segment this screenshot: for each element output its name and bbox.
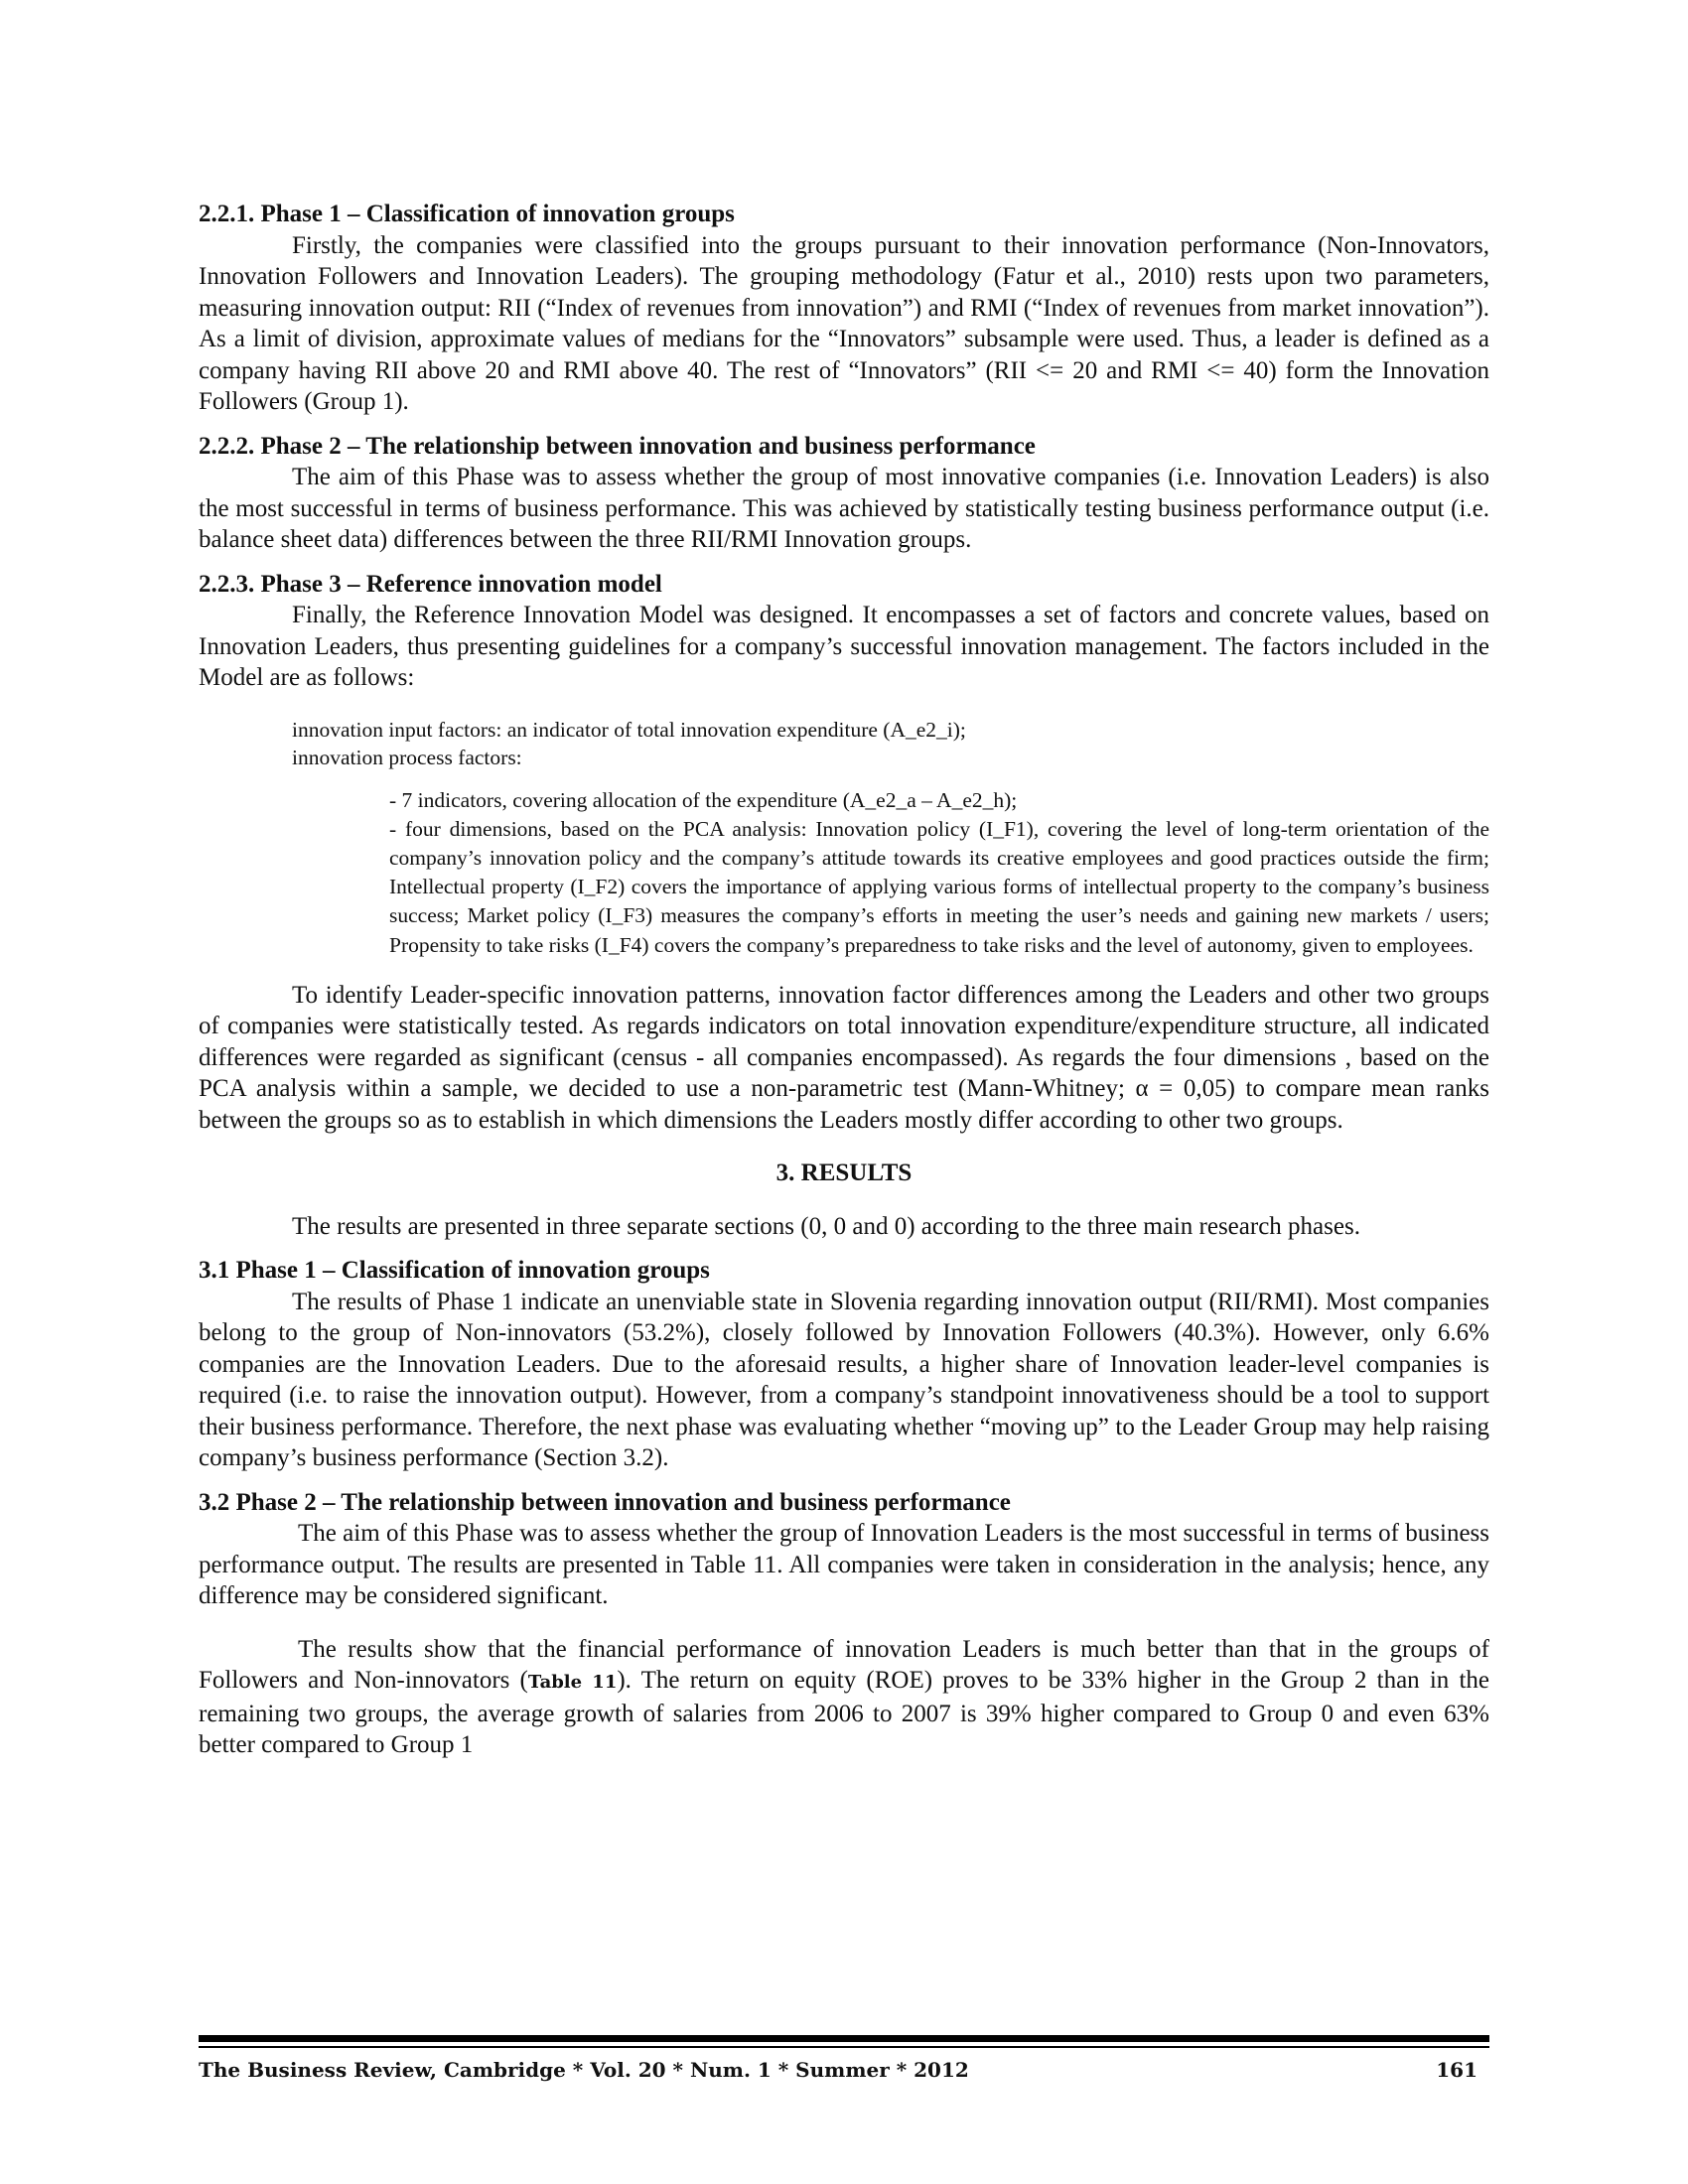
journal-citation: The Business Review, Cambridge * Vol. 20 * Num. 1 * Summer * 2012 bbox=[199, 2058, 969, 2082]
footer-rule bbox=[199, 2046, 1489, 2048]
footer-rule bbox=[199, 2035, 1489, 2042]
page-footer bbox=[199, 2058, 1489, 2094]
paragraph-2-2-3: Finally, the Reference Innovation Model was designed. It encompasses a set of factors and concrete values, based on Innovation Leaders, thus presenting guidelines for a company’s successful innovation management. The factors included in the Model are as follows: bbox=[199, 602, 1489, 691]
paragraph-method-closing: To identify Leader-specific innovation patterns, innovation factor differences among the Leaders and other two groups of companies were statistically tested. As regards indicators on total innovation expenditure/expenditure structure, all indicated differences were regarded as significant (census - all companies encompassed). As regards the four dimensions , based on the PCA analysis within a sample, we decided to use a non-parametric test (Mann-Whitney; α = 0,05) to compare mean ranks between the groups so as to establish in which dimensions the Leaders mostly differ according to other two groups. bbox=[199, 981, 1489, 1134]
section-heading-3-2: 3.2 Phase 2 – The relationship between innovation and business performance bbox=[199, 1488, 1011, 1516]
section-heading-3-1: 3.1 Phase 1 – Classification of innovation groups bbox=[199, 1257, 710, 1285]
section-heading-2-2-2: 2.2.2. Phase 2 – The relationship between innovation and business performance bbox=[199, 432, 1036, 460]
paragraph-2-2-1: Firstly, the companies were classified into the groups pursuant to their innovation performance (Non-Innovators, Innovation Followers and Innovation Leaders). The grouping methodology (Fatur et al., 2010) rests upon two parameters, measuring innovation output: RII (“Index of revenues from innovation”) and RMI (“Index of revenues from market innovation”). As a limit of division, approximate values of medians for the “Innovators” subsample were used. Thus, a leader is defined as a company having RII above 20 and RMI above 40. The rest of “Innovators” (RII <= 20 and RMI <= 40) form the Innovation Followers (Group 1). bbox=[199, 231, 1489, 415]
paragraph-2-2-2: The aim of this Phase was to assess whether the group of most innovative companies (i.e. Innovation Leaders) is also the most successful in terms of business performance. This was achieved by statistically testing business performance output (i.e. balance sheet data) differences between the three RII/RMI Innovation groups. bbox=[199, 464, 1489, 553]
factor-list bbox=[292, 716, 1489, 772]
paragraph-3-2-results bbox=[199, 1634, 1489, 1761]
list-item: innovation input factors: an indicator of total innovation expenditure (A_e2_i); bbox=[292, 717, 966, 742]
section-heading-results: 3. RESULTS bbox=[775, 1160, 913, 1187]
list-item: - four dimensions, based on the PCA analysis: Innovation policy (I_F1), covering the level of long-term orientation of the company’s innovation policy and the company’s attitude towards its creative employees and good practices outside the firm; Intellectual property (I_F2) covers the importance of applying various forms of intellectual property to the company’s business success; Market policy (I_F3) measures the company’s efforts in meeting the user’s needs and gaining new markets / users; Propensity to take risks (I_F4) covers the company’s preparedness to take risks and the level of autonomy, given to employees. bbox=[389, 816, 1489, 957]
list-item: innovation process factors: bbox=[292, 746, 522, 769]
paragraph-text: ). The return on equity (ROE) proves to be 33% higher in the Group 2 than in the remaining two groups, the average growth of salaries from 2006 to 2007 is 39% higher compared to Group 0 and even 63% better compared to Group 1 bbox=[199, 1667, 1490, 1759]
page-number: 161 bbox=[1436, 2058, 1477, 2082]
table-reference: Table 11 bbox=[527, 1672, 618, 1694]
section-heading-2-2-3: 2.2.3. Phase 3 – Reference innovation model bbox=[199, 570, 662, 598]
process-factor-sublist bbox=[389, 786, 1489, 960]
paragraph-text: The results show that the financial performance of innovation Leaders is much better than that in the groups of Followers and Non-innovators ( bbox=[199, 1635, 1489, 1695]
list-item: - 7 indicators, covering allocation of the expenditure (A_e2_a – A_e2_h); bbox=[389, 787, 1018, 812]
paragraph-3-1: The results of Phase 1 indicate an unenviable state in Slovenia regarding innovation output (RII/RMI). Most companies belong to the group of Non-innovators (53.2%), closely followed by Innovation Followers (40.3%). However, only 6.6% companies are the Innovation Leaders. Due to the aforesaid results, a higher share of Innovation leader-level companies is required (i.e. to raise the innovation output). However, from a company’s standpoint innovativeness should be a tool to support their business performance. Therefore, the next phase was evaluating whether “moving up” to the Leader Group may help raising company’s business performance (Section 3.2). bbox=[199, 1288, 1489, 1472]
paragraph-3-2: The aim of this Phase was to assess whether the group of Innovation Leaders is the most successful in terms of business performance output. The results are presented in Table 11. All companies were taken in consideration in the analysis; hence, any difference may be considered significant. bbox=[199, 1520, 1489, 1610]
page-body bbox=[199, 199, 1489, 1761]
section-heading-2-2-1: 2.2.1. Phase 1 – Classification of innovation groups bbox=[199, 201, 735, 227]
paragraph-results-intro: The results are presented in three separate sections (0, 0 and 0) according to the three main research phases. bbox=[292, 1212, 1360, 1240]
